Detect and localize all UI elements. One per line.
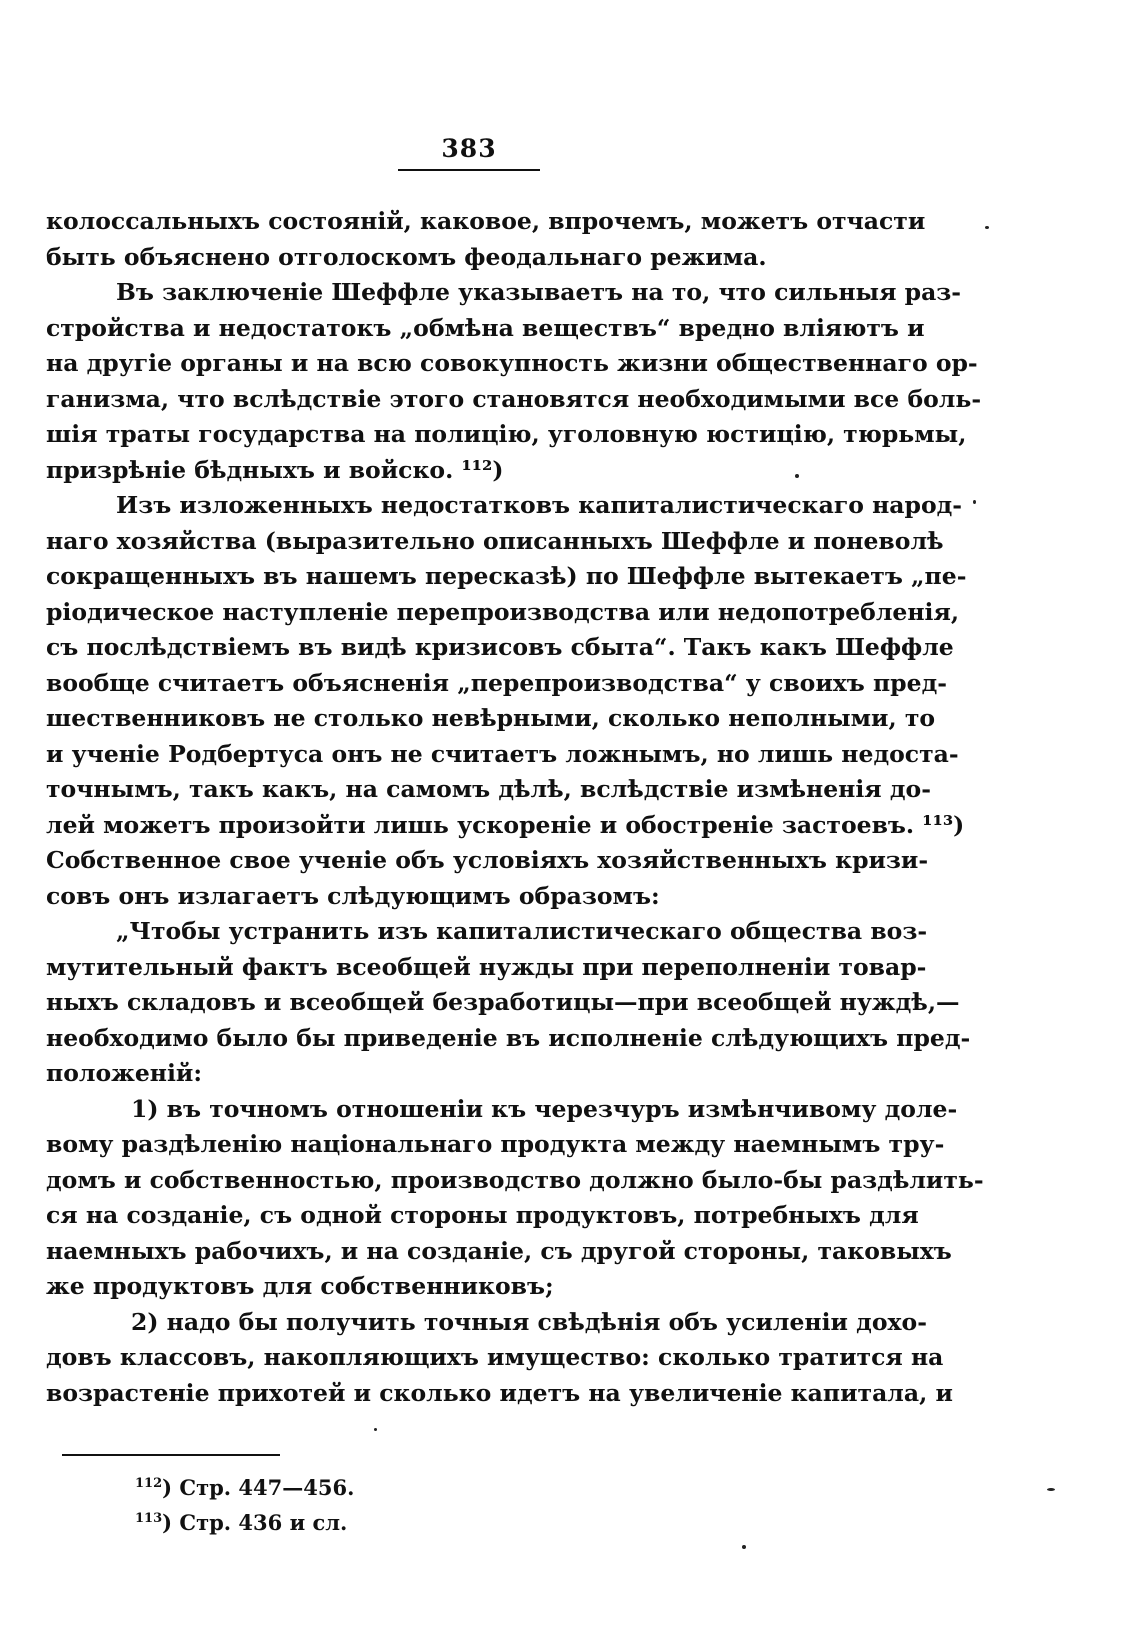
text-line: точнымъ, такъ какъ, на самомъ дѣлѣ, вслѣдствіе измѣненія до- — [46, 775, 931, 803]
text-line: ріодическое наступленіе перепроизводства или недопотребленія, — [46, 597, 960, 626]
text-line: ганизма, что вслѣдствіе этого становятся необходимыми все боль- — [46, 384, 982, 413]
text-line: лей можетъ произойти лишь ускореніе и обостреніе застоевъ. ¹¹³) — [46, 810, 965, 839]
text-line: вому раздѣленію національнаго продукта между наемнымъ тру- — [46, 1130, 945, 1158]
text-line: вообще считаетъ объясненія „перепроизводства“ у своихъ пред- — [46, 668, 947, 697]
text-line: и ученіе Родбертуса онъ не считаетъ ложнымъ, но лишь недоста- — [46, 739, 959, 768]
text-line: возрастеніе прихотей и сколько идетъ на увеличеніе капитала, и — [46, 1378, 953, 1407]
text-line: сокращенныхъ въ нашемъ пересказѣ) по Шеффле вытекаетъ „пе- — [46, 562, 967, 590]
body-text — [46, 204, 984, 1411]
page-number-rule — [398, 169, 540, 171]
text-line: Собственное свое ученіе объ условіяхъ хозяйственныхъ кризи- — [46, 846, 929, 874]
text-line: стройства и недостатокъ „обмѣна веществъ“ вредно вліяютъ и — [46, 313, 925, 342]
text-line: же продуктовъ для собственниковъ; — [46, 1272, 554, 1300]
text-line: колоссальныхъ состояній, каковое, впрочемъ, можетъ отчасти — [46, 207, 926, 235]
footnote-rule — [62, 1454, 280, 1456]
footnote-mark: 113 — [135, 1511, 163, 1526]
text-line: наемныхъ рабочихъ, и на созданіе, съ другой стороны, таковыхъ — [46, 1236, 952, 1265]
text-line: мутительный фактъ всеобщей нужды при переполненіи товар- — [46, 952, 927, 981]
scan-speck — [374, 1428, 377, 1431]
text-line: Въ заключеніе Шеффле указываетъ на то, что сильныя раз- — [116, 278, 962, 306]
text-line: домъ и собственностью, производство должно было-бы раздѣлить- — [46, 1165, 984, 1194]
text-line: 2) надо бы получить точныя свѣдѣнія объ усиленіи дохо- — [131, 1307, 927, 1336]
footnote — [135, 1505, 354, 1540]
text-line: положеній: — [46, 1059, 203, 1087]
text-line: довъ классовъ, накопляющихъ имущество: сколько тратится на — [46, 1343, 944, 1371]
page-number: 383 — [441, 134, 497, 163]
text-line: совъ онъ излагаетъ слѣдующимъ образомъ: — [46, 881, 660, 910]
text-line: на другіе органы и на всю совокупность жизни общественнаго ор- — [46, 349, 978, 377]
text-line: шія траты государства на полицію, уголовную юстицію, тюрьмы, — [46, 420, 967, 448]
scan-speck — [742, 1545, 746, 1549]
text-line: шественниковъ не столько невѣрными, сколько неполными, то — [46, 704, 936, 732]
text-line: необходимо было бы приведеніе въ исполненіе слѣдующихъ пред- — [46, 1023, 971, 1052]
text-line: наго хозяйства (выразительно описанныхъ Шеффле и поневолѣ — [46, 526, 944, 555]
text-line: Изъ изложенныхъ недостатковъ капиталистическаго народ- — [116, 491, 963, 519]
footnote-text: ) Стр. 447—456. — [162, 1475, 355, 1500]
scan-speck — [973, 500, 976, 504]
footnote-text: ) Стр. 436 и сл. — [162, 1510, 348, 1535]
footnote-mark: 112 — [135, 1476, 163, 1491]
text-line: призрѣніе бѣдныхъ и войско. ¹¹²) — [46, 455, 504, 484]
text-line: ся на созданіе, съ одной стороны продуктовъ, потребныхъ для — [46, 1201, 919, 1229]
text-line: ныхъ складовъ и всеобщей безработицы—при всеобщей нуждѣ,— — [46, 988, 960, 1016]
scan-speck — [985, 226, 989, 229]
footnote — [135, 1470, 354, 1505]
text-line: быть объяснено отголоскомъ феодальнаго режима. — [46, 242, 767, 271]
text-line: „Чтобы устранить изъ капиталистическаго общества воз- — [116, 917, 928, 945]
scan-speck — [1047, 1488, 1055, 1491]
text-line: съ послѣдствіемъ въ видѣ кризисовъ сбыта“. Такъ какъ Шеффле — [46, 633, 954, 661]
text-line: 1) въ точномъ отношеніи къ черезчуръ измѣнчивому доле- — [131, 1094, 958, 1123]
scan-speck — [795, 474, 799, 478]
footnotes — [135, 1470, 354, 1540]
